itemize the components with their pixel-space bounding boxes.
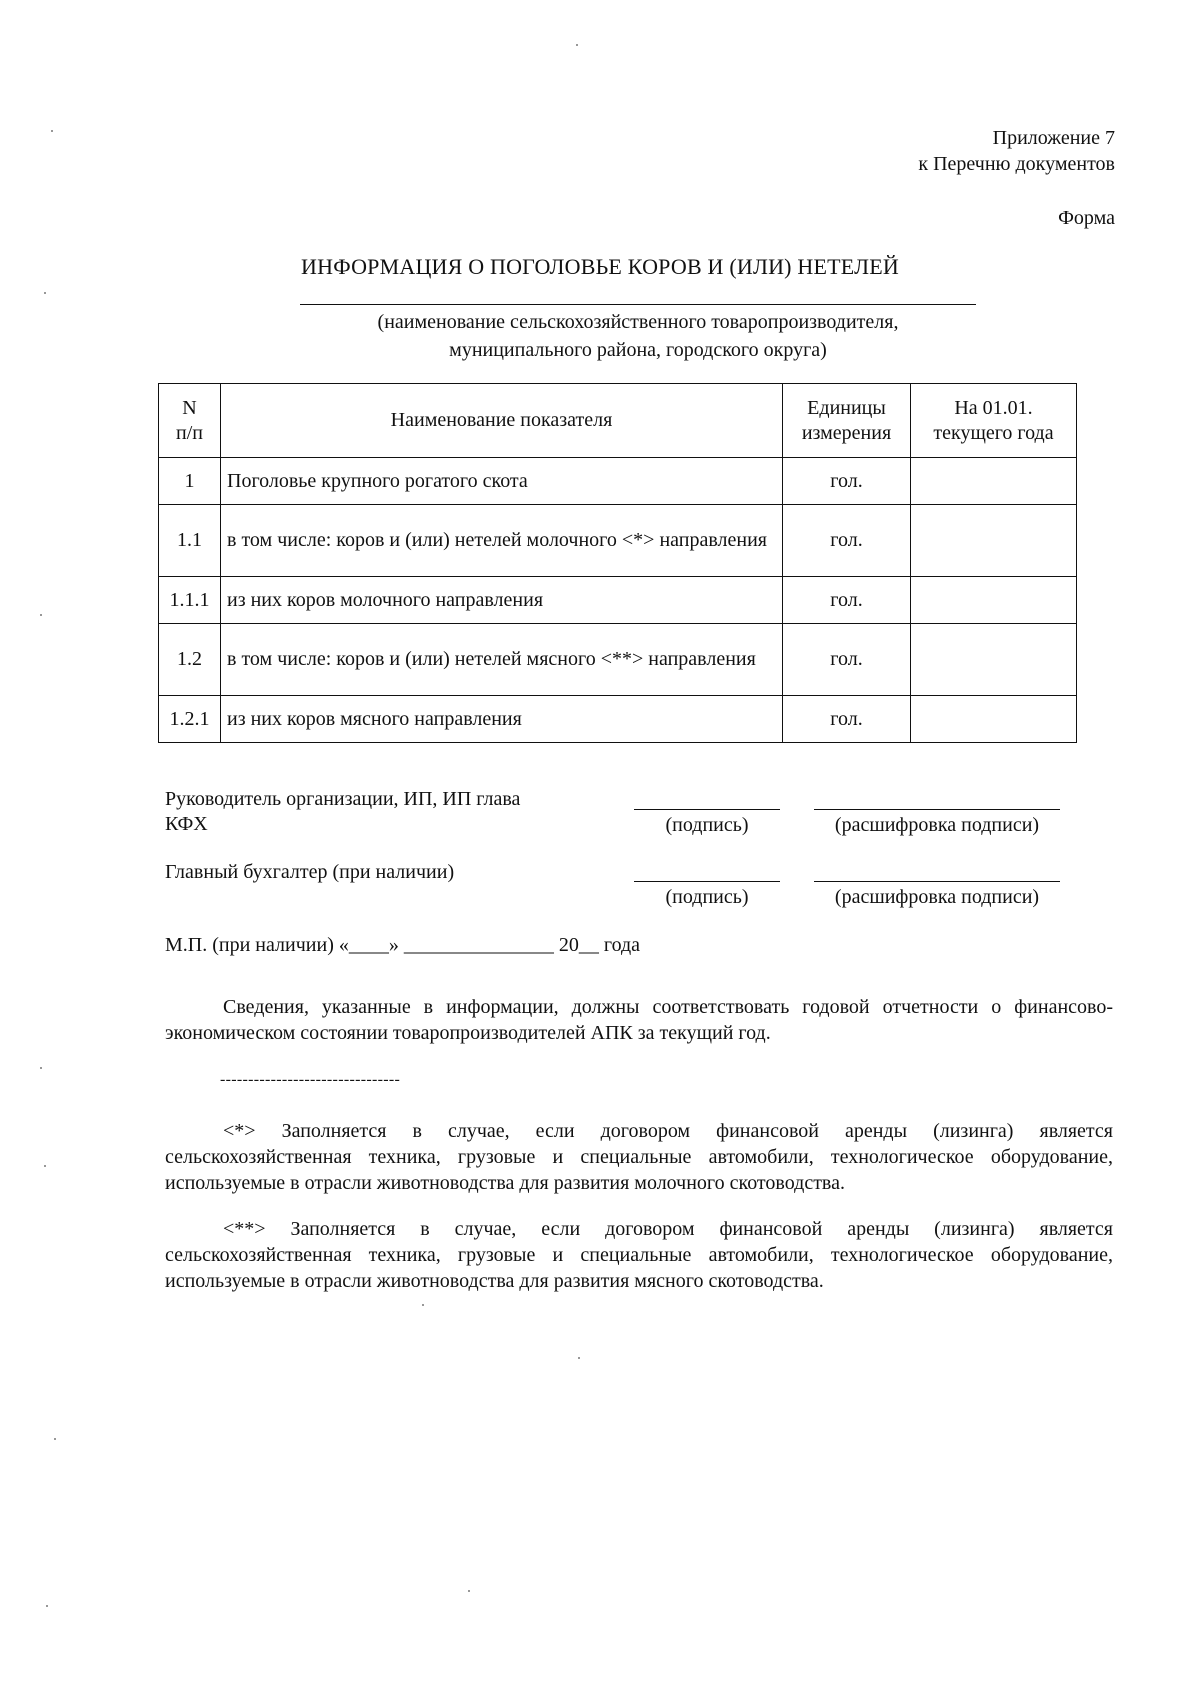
row-num: 1.1.1	[159, 577, 221, 624]
organization-name-caption	[300, 308, 976, 364]
header-name: Наименование показателя	[221, 384, 783, 458]
row-unit: гол.	[783, 696, 911, 743]
scan-speck	[44, 1165, 46, 1167]
row-name: из них коров молочного направления	[221, 577, 783, 624]
head-label-line-2: КФХ	[165, 813, 208, 835]
scan-speck	[46, 1605, 48, 1607]
accountant-signature-line[interactable]	[634, 881, 780, 882]
accountant-decoding-line[interactable]	[814, 881, 1060, 882]
name-caption-line-1: (наименование сельскохозяйственного товаропроизводителя,	[377, 311, 899, 333]
row-unit: гол.	[783, 624, 911, 696]
scan-speck	[578, 1357, 580, 1359]
organization-name-line	[300, 304, 976, 305]
header-num	[159, 384, 221, 458]
header-num-line-1: N	[182, 396, 197, 419]
row-num: 1.2.1	[159, 696, 221, 743]
header-date-line-1: На 01.01.	[954, 396, 1033, 419]
table-row	[159, 505, 1077, 577]
header-date	[911, 384, 1077, 458]
scan-speck	[468, 1590, 470, 1592]
footnote-meat: <**> Заполняется в случае, если договором финансовой аренды (лизинга) является сельскохозяйственная техника, грузовые и специальные автомобили, технологическое оборудование, используемые в отрасли животноводства для развития мясного скотоводства.	[165, 1218, 1113, 1292]
stamp-date-line: М.П. (при наличии) «____» _______________ 20__ года	[165, 934, 641, 956]
scan-speck	[40, 614, 42, 616]
header-num-line-2: п/п	[176, 421, 203, 444]
row-num: 1.1	[159, 505, 221, 577]
row-unit: гол.	[783, 505, 911, 577]
name-caption-line-2: муниципального района, городского округа)	[449, 339, 827, 361]
livestock-table	[158, 383, 1077, 743]
row-value-cell[interactable]	[911, 624, 1077, 696]
row-num: 1	[159, 458, 221, 505]
row-num: 1.2	[159, 624, 221, 696]
head-label-line-1: Руководитель организации, ИП, ИП глава	[165, 788, 521, 810]
table-row	[159, 624, 1077, 696]
head-decoding-line[interactable]	[814, 809, 1060, 810]
scan-speck	[51, 130, 53, 132]
row-value-cell[interactable]	[911, 696, 1077, 743]
header-unit	[783, 384, 911, 458]
row-name: из них коров мясного направления	[221, 696, 783, 743]
document-title: ИНФОРМАЦИЯ О ПОГОЛОВЬЕ КОРОВ И (ИЛИ) НЕТЕЛЕЙ	[301, 254, 899, 279]
table-row	[159, 458, 1077, 505]
footnote-dairy: <*> Заполняется в случае, если договором финансовой аренды (лизинга) является сельскохозяйственная техника, грузовые и специальные автомобили, технологическое оборудование, используемые в отрасли животноводства для развития молочного скотоводства.	[165, 1120, 1113, 1194]
form-label: Форма	[1058, 207, 1115, 229]
accountant-signature-label: Главный бухгалтер (при наличии)	[165, 861, 455, 883]
scan-speck	[44, 292, 46, 294]
row-name: в том числе: коров и (или) нетелей мясного <**> направления	[221, 624, 783, 696]
table-header-row	[159, 384, 1077, 458]
row-value-cell[interactable]	[911, 505, 1077, 577]
appendix-label: Приложение 7	[992, 127, 1115, 149]
header-date-line-2: текущего года	[933, 421, 1054, 444]
table-row	[159, 696, 1077, 743]
scan-speck	[40, 1067, 42, 1069]
head-signature-caption: (подпись)	[665, 814, 749, 836]
row-unit: гол.	[783, 577, 911, 624]
row-value-cell[interactable]	[911, 577, 1077, 624]
row-name: в том числе: коров и (или) нетелей молочного <*> направления	[221, 505, 783, 577]
header-unit-line-2: измерения	[801, 421, 892, 444]
note-paragraph: Сведения, указанные в информации, должны соответствовать годовой отчетности о финансово-экономическом состоянии товаропроизводителей АПК за текущий год.	[165, 996, 1113, 1044]
scan-speck	[576, 44, 578, 46]
to-list-label: к Перечню документов	[918, 153, 1115, 175]
head-decoding-caption: (расшифровка подписи)	[834, 814, 1040, 836]
accountant-decoding-caption: (расшифровка подписи)	[834, 886, 1040, 908]
scan-speck	[422, 1304, 424, 1306]
head-signature-label	[165, 787, 520, 837]
row-unit: гол.	[783, 458, 911, 505]
accountant-signature-caption: (подпись)	[665, 886, 749, 908]
header-unit-line-1: Единицы	[807, 396, 886, 419]
row-name: Поголовье крупного рогатого скота	[221, 458, 783, 505]
footnote-separator: --------------------------------	[220, 1071, 401, 1088]
scan-speck	[54, 1438, 56, 1440]
head-signature-line[interactable]	[634, 809, 780, 810]
table-row	[159, 577, 1077, 624]
row-value-cell[interactable]	[911, 458, 1077, 505]
